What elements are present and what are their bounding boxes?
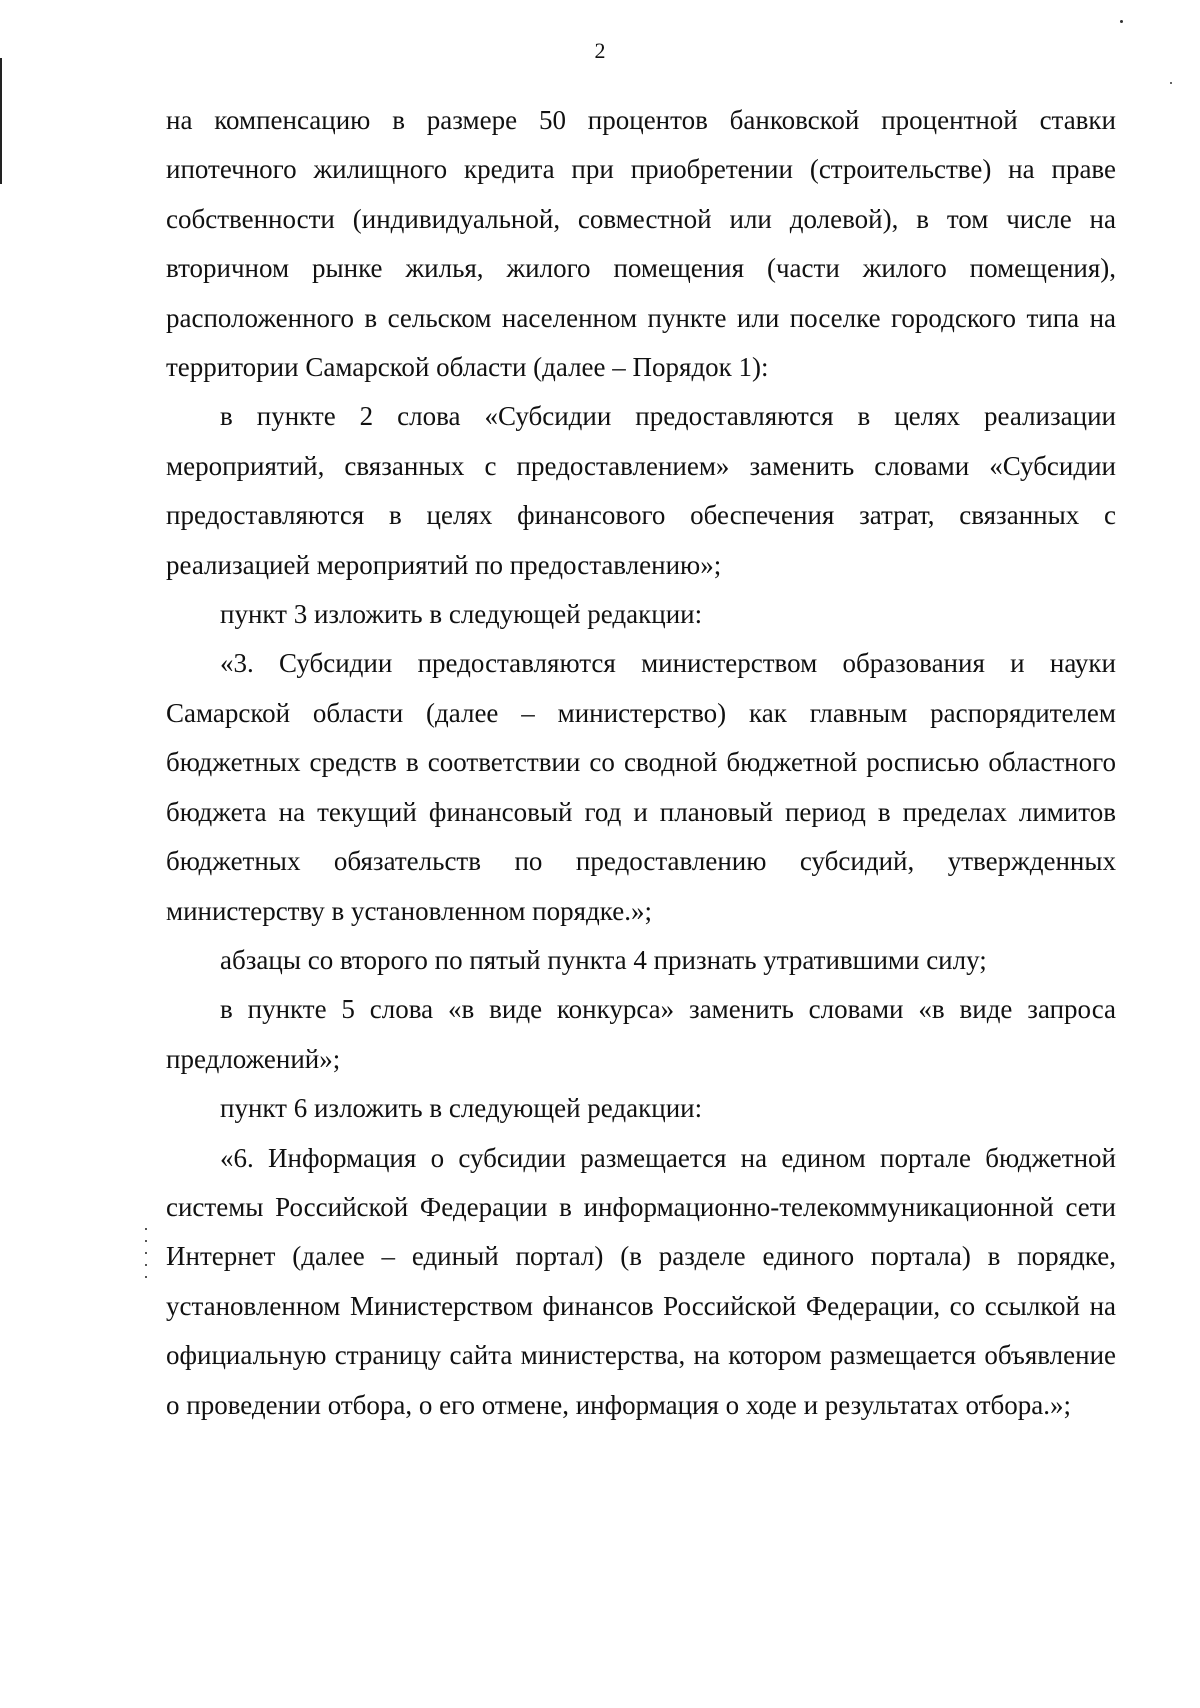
paragraph: в пункте 2 слова «Субсидии предоставляются в целях реализации мероприятий, связанных с предоставлением» заменить словами «Субсидии предоставляются в целях финансового обеспечения затрат, связанных с реализацией мероприятий по предоставлению»; [166, 401, 1116, 580]
paragraph: «6. Информация о субсидии размещается на едином портале бюджетной системы Российской Федерации в информационно-телекоммуникационной сети Интернет (далее – единый портал) (в разделе единого портала) в порядке, установленном Министерством финансов Российской Федерации, со ссылкой на официальную страницу сайта министерства, на котором размещается объявление о проведении отбора, о его отмене, информация о ходе и результатах отбора.»; [166, 1142, 1116, 1420]
page-number: 2 [594, 38, 606, 63]
paragraph-continuation: на компенсацию в размере 50 процентов банковской процентной ставки ипотечного жилищного кредита при приобретении (строительстве) на праве собственности (индивидуальной, совместной или долевой), в том числе на вторичном рынке жилья, жилого помещения (части жилого помещения), расположенного в сельском населенном пункте или поселке городского типа на территории Самарской области (далее – Порядок 1): [166, 105, 1116, 383]
paragraph: «3. Субсидии предоставляются министерством образования и науки Самарской области (далее – министерство) как главным распорядителем бюджетных средств в соответствии со сводной бюджетной росписью областного бюджета на текущий финансовый год и плановый период в пределах лимитов бюджетных обязательств по предоставлению субсидий, утвержденных министерству в установленном порядке.»; [166, 648, 1116, 926]
paragraph: абзацы со второго по пятый пункта 4 признать утратившими силу; [220, 944, 987, 975]
scan-speck [145, 1228, 147, 1230]
scan-speck [145, 1252, 147, 1254]
scan-speck [1170, 82, 1172, 84]
scan-edge-mark [0, 58, 2, 184]
paragraph: в пункте 5 слова «в виде конкурса» заменить словами «в виде запроса предложений»; [166, 994, 1116, 1074]
scan-speck [145, 1264, 147, 1266]
paragraph: пункт 6 изложить в следующей редакции: [220, 1093, 703, 1124]
scan-speck [1120, 20, 1123, 23]
scan-speck [145, 1276, 147, 1278]
paragraph: пункт 3 изложить в следующей редакции: [220, 599, 703, 630]
scan-speck [145, 1240, 147, 1242]
document-body [166, 96, 1116, 1430]
